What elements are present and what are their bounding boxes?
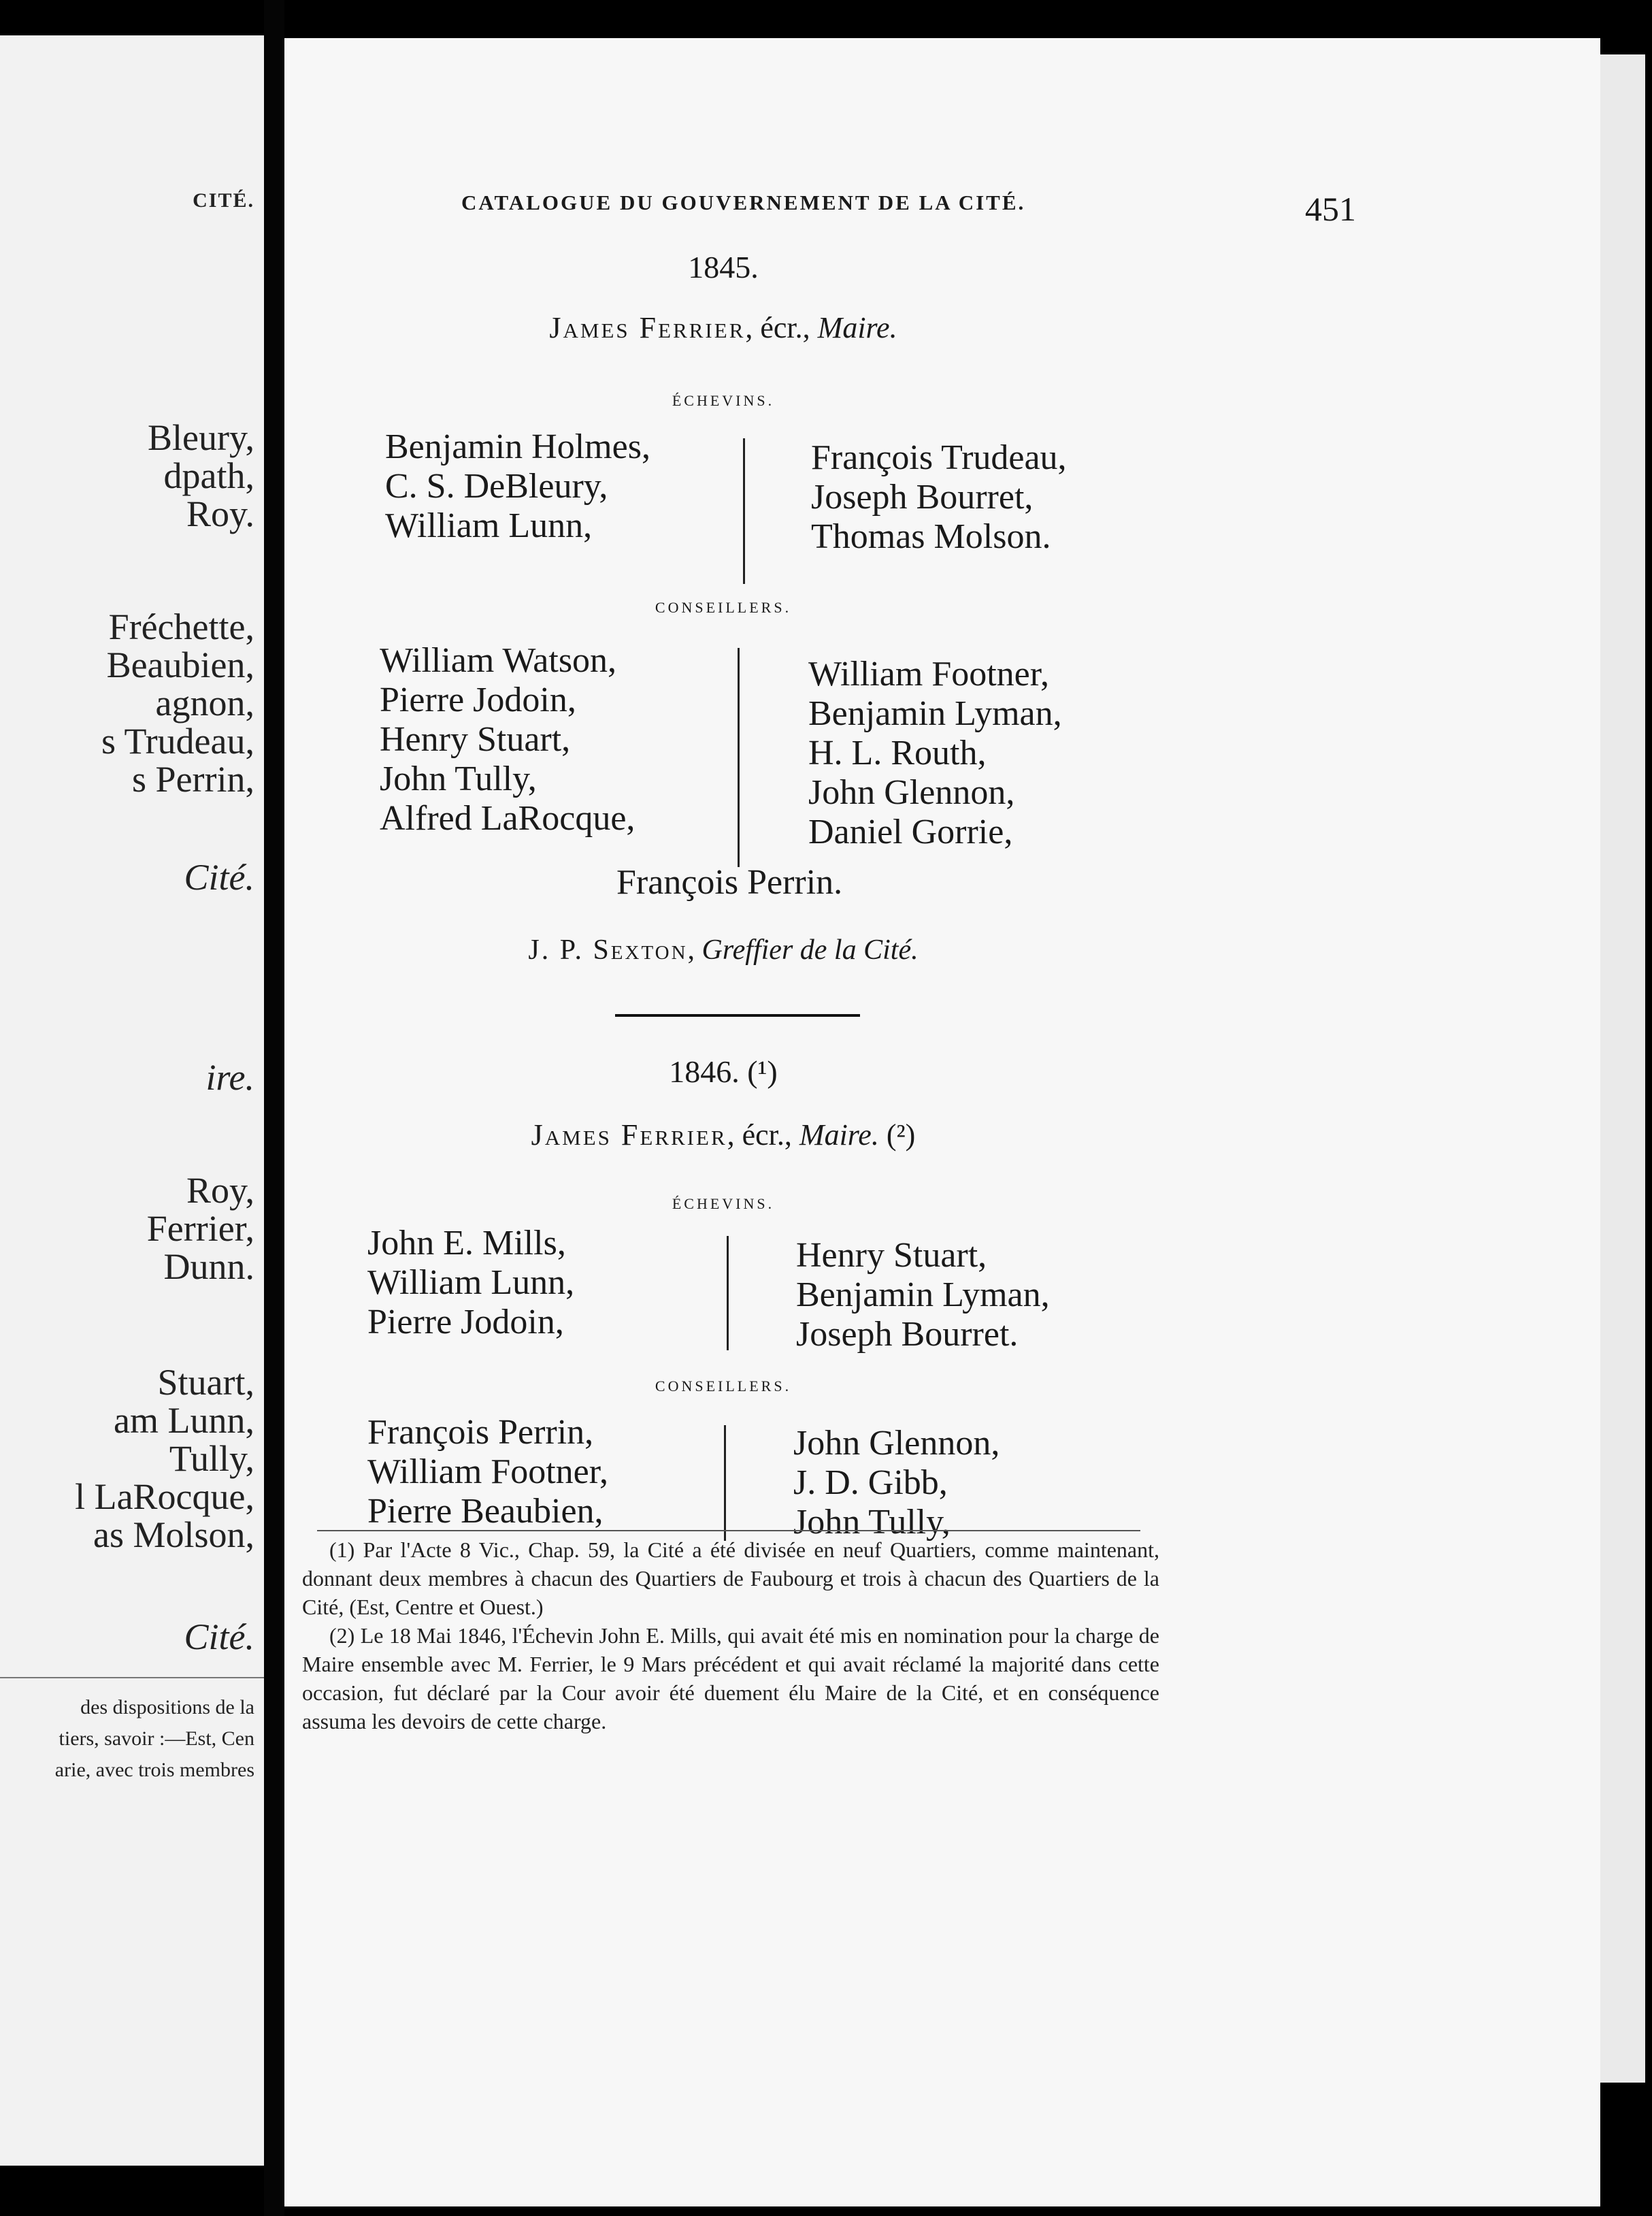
mayor-suffix: , écr., xyxy=(745,311,818,344)
left-line: am Lunn, xyxy=(114,1400,254,1441)
list-item: John Tully, xyxy=(793,1503,951,1542)
list-item: Benjamin Lyman, xyxy=(796,1275,1050,1314)
year-heading-1845: 1845. xyxy=(688,250,759,284)
greffier-line-1845: J. P. Sexton, Greffier de la Cité. xyxy=(528,934,919,966)
book-gutter xyxy=(264,0,284,2216)
echevins-left-1845 xyxy=(385,427,650,546)
conseillers-left-1846 xyxy=(367,1413,608,1531)
conseillers-last-1845: François Perrin. xyxy=(616,863,843,902)
left-line: Beaubien, xyxy=(106,645,254,685)
echevins-right-1845 xyxy=(811,438,1067,557)
left-line: Ferrier, xyxy=(146,1208,254,1249)
list-item: Henry Stuart, xyxy=(380,720,571,759)
column-divider xyxy=(727,1236,729,1350)
list-item: C. S. DeBleury, xyxy=(385,467,608,506)
mayor-title: Maire. xyxy=(799,1118,879,1152)
footnote-1: (1) Par l'Acte 8 Vic., Chap. 59, la Cité a été divisée en neuf Quartiers, comme maintenant, donnant deux membres à chacun des Quartiers de Faubourg et trois à chacun des Quartiers de la Cité, (Est, Centre et Ouest.) xyxy=(302,1537,1159,1619)
left-footnote-line: arie, avec trois membres xyxy=(54,1759,254,1781)
left-line: dpath, xyxy=(163,455,254,496)
list-item: Alfred LaRocque, xyxy=(380,799,635,838)
list-item: Pierre Jodoin, xyxy=(380,681,576,719)
page-number: 451 xyxy=(1305,190,1356,228)
list-item: François Trudeau, xyxy=(811,438,1067,477)
list-item: Benjamin Lyman, xyxy=(808,694,1062,733)
left-line: l LaRocque, xyxy=(75,1476,254,1517)
list-item: Thomas Molson. xyxy=(811,517,1051,556)
list-item: William Lunn, xyxy=(367,1263,575,1302)
column-divider xyxy=(743,438,745,584)
left-line: agnon, xyxy=(155,683,254,723)
list-item: Joseph Bourret. xyxy=(796,1315,1019,1354)
list-item: William Lunn, xyxy=(385,506,593,545)
list-item: François Perrin, xyxy=(367,1413,594,1452)
list-item: John Tully, xyxy=(380,760,537,798)
left-footnote-line: tiers, savoir :—Est, Cen xyxy=(59,1727,254,1750)
list-item: John Glennon, xyxy=(808,773,1015,812)
left-line: s Perrin, xyxy=(132,759,254,800)
list-item: William Footner, xyxy=(808,655,1049,694)
list-item: John Glennon, xyxy=(793,1424,1000,1463)
mayor-line-1845 xyxy=(284,310,1162,345)
left-line: Dunn. xyxy=(163,1246,254,1287)
page-451 xyxy=(284,38,1600,2206)
echevins-label-1846: ÉCHEVINS. xyxy=(672,1195,775,1212)
footnotes xyxy=(302,1535,1159,1736)
list-item: William Footner, xyxy=(367,1452,608,1491)
list-item: John E. Mills, xyxy=(367,1224,566,1262)
left-line: s Trudeau, xyxy=(101,721,254,762)
list-item: Pierre Jodoin, xyxy=(367,1303,564,1341)
left-footnote-rule xyxy=(0,1677,264,1678)
conseillers-left-1845 xyxy=(380,641,635,838)
column-divider xyxy=(738,648,740,867)
left-footnote-line: des dispositions de la xyxy=(80,1696,254,1718)
left-facing-page xyxy=(0,35,264,2166)
mayor-name: James Ferrier xyxy=(549,311,746,344)
list-item: J. D. Gibb, xyxy=(793,1463,948,1502)
year-heading-1846: 1846. (¹) xyxy=(669,1054,778,1089)
list-item: William Watson, xyxy=(380,641,617,680)
greffier-name: J. P. Sexton xyxy=(528,934,688,966)
list-item: Benjamin Holmes, xyxy=(385,427,650,466)
list-item: Henry Stuart, xyxy=(796,1236,987,1275)
footnote-rule xyxy=(317,1530,1140,1531)
left-header-fragment: CITÉ. xyxy=(193,189,254,212)
left-line: as Molson, xyxy=(93,1514,254,1555)
mayor-line-1846 xyxy=(284,1118,1162,1152)
conseillers-right-1846 xyxy=(793,1424,1000,1542)
left-line: ire. xyxy=(205,1057,254,1098)
footnote-ref: (²) xyxy=(878,1118,916,1152)
left-line: Tully, xyxy=(169,1438,254,1479)
echevins-right-1846 xyxy=(796,1236,1050,1354)
running-head: CATALOGUE DU GOUVERNEMENT DE LA CITÉ. xyxy=(461,191,1026,214)
page-edge-strip xyxy=(1600,54,1645,2083)
list-item: H. L. Routh, xyxy=(808,734,987,772)
left-line: Cité. xyxy=(184,1616,254,1657)
greffier-title: Greffier de la Cité. xyxy=(701,934,919,966)
left-line: Bleury, xyxy=(148,417,254,458)
conseillers-label-1845: CONSEILLERS. xyxy=(655,599,792,616)
footnote-2: (2) Le 18 Mai 1846, l'Échevin John E. Mills, qui avait été mis en nomination pour la charge de Maire ensemble avec M. Ferrier, le 9 Mars précédent et qui avait réclamé la majorité dans cette occasion, fut déclaré par la Cour avoir été duement élu Maire de la Cité, et en conséquence assuma les devoirs de cette charge. xyxy=(302,1623,1159,1733)
left-line: Cité. xyxy=(184,857,254,898)
section-rule xyxy=(615,1014,860,1017)
mayor-name: James Ferrier xyxy=(531,1118,727,1152)
conseillers-label-1846: CONSEILLERS. xyxy=(655,1378,792,1395)
left-line: Fréchette, xyxy=(108,606,254,647)
column-divider xyxy=(724,1425,726,1541)
mayor-suffix: , écr., xyxy=(727,1118,799,1152)
left-line: Roy, xyxy=(186,1170,254,1211)
list-item: Pierre Beaubien, xyxy=(367,1492,604,1531)
echevins-left-1846 xyxy=(367,1224,574,1342)
conseillers-right-1845 xyxy=(808,655,1062,852)
list-item: Daniel Gorrie, xyxy=(808,813,1013,851)
left-line: Roy. xyxy=(186,493,254,534)
left-line: Stuart, xyxy=(157,1362,254,1403)
echevins-label-1845: ÉCHEVINS. xyxy=(672,392,775,409)
mayor-title: Maire. xyxy=(817,311,897,344)
list-item: Joseph Bourret, xyxy=(811,478,1034,517)
